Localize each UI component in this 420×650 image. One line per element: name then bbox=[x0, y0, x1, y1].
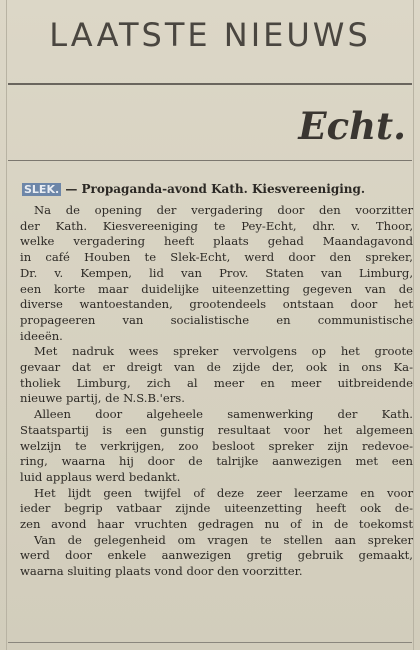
body-line: werd door enkele aanwezigen gretig gebruik gemaakt, bbox=[20, 548, 413, 563]
body-line: Dr. v. Kempen, lid van Prov. Staten van Limburg, bbox=[20, 265, 413, 280]
body-line: tholiek Limburg, zich al meer en meer uitbreidende bbox=[20, 375, 413, 390]
body-line: luid applaus werd bedankt. bbox=[20, 469, 181, 484]
body-line: Met nadruk wees spreker vervolgens op het groote bbox=[34, 344, 413, 359]
body-line: welzijn te verkrijgen, zoo besloot spreker zijn redevoe- bbox=[20, 438, 413, 453]
section-masthead: LAATSTE NIEUWS bbox=[49, 16, 371, 54]
dateline-divider bbox=[8, 160, 412, 161]
bottom-divider bbox=[8, 642, 412, 643]
body-line: in café Houben te Slek-Echt, werd door den spreker, bbox=[20, 250, 413, 265]
body-line: waarna sluiting plaats vond door den voorzitter. bbox=[20, 564, 303, 579]
article-headline bbox=[22, 182, 412, 196]
body-line: ideeën. bbox=[20, 328, 63, 343]
left-border bbox=[6, 0, 7, 650]
masthead-divider bbox=[8, 83, 412, 85]
body-line: Alleen door algeheele samenwerking der Kath. bbox=[34, 407, 413, 422]
body-line: nieuwe partij, de N.S.B.'ers. bbox=[20, 391, 185, 406]
headline-title: Propaganda-avond Kath. Kiesvereeniging. bbox=[81, 182, 366, 196]
body-line: Na de opening der vergadering door den voorzitter bbox=[34, 203, 413, 217]
body-line: zen avond haar vruchten gedragen nu of in de toekomst bbox=[20, 517, 413, 532]
dateline-heading: Echt. bbox=[298, 104, 406, 148]
body-line: diverse wantoestanden, grootendeels ontstaan door het bbox=[20, 297, 413, 312]
body-line: welke vergadering heeft plaats gehad Maandagavond bbox=[20, 234, 413, 249]
headline-dash: — bbox=[65, 182, 78, 196]
right-border bbox=[413, 0, 414, 650]
body-line: der Kath. Kiesvereeniging te Pey-Echt, dhr. v. Thoor, bbox=[20, 218, 413, 233]
body-line: propageeren van socialistische en communistische bbox=[20, 312, 413, 327]
place-name: SLEK. bbox=[24, 183, 60, 196]
body-line: ring, waarna hij door de talrijke aanwezigen met een bbox=[20, 454, 413, 469]
article-body bbox=[20, 203, 413, 580]
body-line: Staatspartij is een gunstig resultaat voor het algemeen bbox=[20, 422, 413, 437]
body-line: ieder begrip vatbaar zijnde uiteenzetting heeft ook de- bbox=[20, 501, 413, 516]
body-line: gevaar dat er dreigt van de zijde der, ook in ons Ka- bbox=[20, 360, 413, 375]
body-line: Van de gelegenheid om vragen te stellen aan spreker bbox=[34, 532, 413, 547]
body-line: Het lijdt geen twijfel of deze zeer leerzame en voor bbox=[34, 485, 413, 500]
body-line: een korte maar duidelijke uiteenzetting gegeven van de bbox=[20, 281, 413, 296]
